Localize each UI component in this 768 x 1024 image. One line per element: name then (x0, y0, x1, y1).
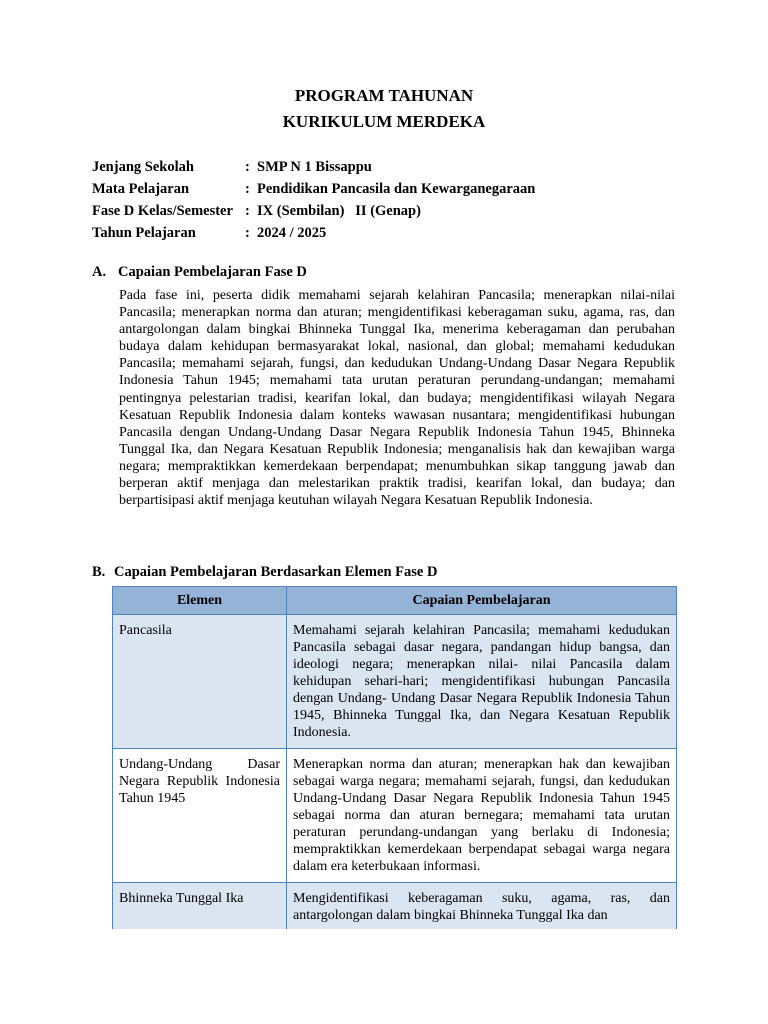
capaian-table (112, 586, 677, 932)
meta-value: IX (Sembilan) II (Genap) (257, 203, 421, 219)
cell-capaian: Menerapkan norma dan aturan; menerapkan hak dan kewajiban sebagai warga negara; memahami sejarah, fungsi, dan kedudukan Undang-Undang Dasar Negara Republik Indonesia Tahun 1945 sebagai norma dan aturan bernegara; memahami tata urutan peraturan perundang-undangan yang berlaku di Indonesia; mempraktikkan kemerdekaan berpendapat sebagai warga negara dalam era keterbukaan informasi. (287, 749, 677, 883)
meta-colon: : (245, 203, 250, 219)
cell-elemen: Undang-Undang Dasar Negara Republik Indonesia Tahun 1945 (113, 749, 287, 883)
meta-label: Fase D Kelas/Semester (92, 203, 233, 219)
meta-row-tahun (92, 222, 535, 244)
cell-elemen: Bhinneka Tunggal Ika (113, 883, 287, 932)
meta-colon: : (245, 159, 250, 175)
section-a-heading (92, 264, 307, 281)
meta-value: Pendidikan Pancasila dan Kewarganegaraan (257, 181, 536, 197)
meta-row-mapel (92, 178, 535, 200)
meta-value: 2024 / 2025 (257, 225, 327, 241)
meta-label: Jenjang Sekolah (92, 159, 194, 175)
section-title: Capaian Pembelajaran Berdasarkan Elemen Fase D (114, 564, 438, 580)
section-a-paragraph: Pada fase ini, peserta didik memahami sejarah kelahiran Pancasila; menerapkan nilai-nilai Pancasila; menerapkan norma dan aturan; mengidentifikasi keberagaman suku, agama, ras, dan antargolongan dalam bingkai Bhinneka Tunggal Ika, menerima keberagaman dan perubahan budaya dalam kehidupan bermasyarakat lokal, nasional, dan global; memahami kedudukan Pancasila; memahami sejarah, fungsi, dan kedudukan Undang-Undang Dasar Negara Republik Indonesia Tahun 1945; memahami tata urutan peraturan perundang-undangan; memahami pentingnya pelestarian tradisi, kearifan lokal, dan budaya; mengidentifikasi wilayah Negara Kesatuan Republik Indonesia dalam konteks wawasan nusantara; mengidentifikasi hubungan Pancasila dengan Undang-Undang Dasar Negara Republik Indonesia Tahun 1945, Bhinneka Tunggal Ika, dan Negara Kesatuan Republik Indonesia; menganalisis hak dan kewajiban warga negara; mempraktikkan kemerdekaan berpendapat; menumbuhkan sikap tanggung jawab dan berperan aktif menjaga dan melestarikan praktik tradisi, kearifan lokal, dan budaya; dan berpartisipasi aktif menjaga keutuhan wilayah Negara Kesatuan Republik Indonesia. (119, 288, 675, 509)
section-title: Capaian Pembelajaran Fase D (118, 264, 307, 280)
table-row (113, 883, 677, 932)
table-row (113, 749, 677, 883)
document-subtitle: KURIKULUM MERDEKA (282, 112, 486, 131)
meta-label: Tahun Pelajaran (92, 225, 196, 241)
cell-capaian: Memahami sejarah kelahiran Pancasila; memahami kedudukan Pancasila sebagai dasar negara, pandangan hidup bangsa, dan ideologi negara; menerapkan nilai- nilai Pancasila dalam kehidupan sehari-hari; mengidentifikasi hubungan Pancasila dengan Undang- Undang Dasar Negara Republik Indonesia Tahun 1945, Bhinneka Tunggal Ika, dan Negara Kesatuan Republik Indonesia. (287, 615, 677, 749)
meta-colon: : (245, 225, 250, 241)
section-b-heading (92, 564, 437, 581)
column-header-elemen: Elemen (113, 587, 287, 615)
cell-capaian: Mengidentifikasi keberagaman suku, agama, ras, dan antargolongan dalam bingkai Bhinneka Tunggal Ika dan (287, 883, 677, 932)
identity-block (92, 156, 535, 244)
meta-colon: : (245, 181, 250, 197)
page-bottom-margin (0, 929, 768, 1024)
table-header-row (113, 587, 677, 615)
cell-elemen: Pancasila (113, 615, 287, 749)
document-title: PROGRAM TAHUNAN (294, 86, 474, 105)
meta-row-jenjang (92, 156, 535, 178)
section-letter: B. (92, 564, 106, 580)
table-row (113, 615, 677, 749)
meta-label: Mata Pelajaran (92, 181, 190, 197)
column-header-capaian: Capaian Pembelajaran (287, 587, 677, 615)
section-letter: A. (92, 264, 107, 280)
meta-value: SMP N 1 Bissappu (257, 159, 372, 175)
meta-row-fase (92, 200, 535, 222)
